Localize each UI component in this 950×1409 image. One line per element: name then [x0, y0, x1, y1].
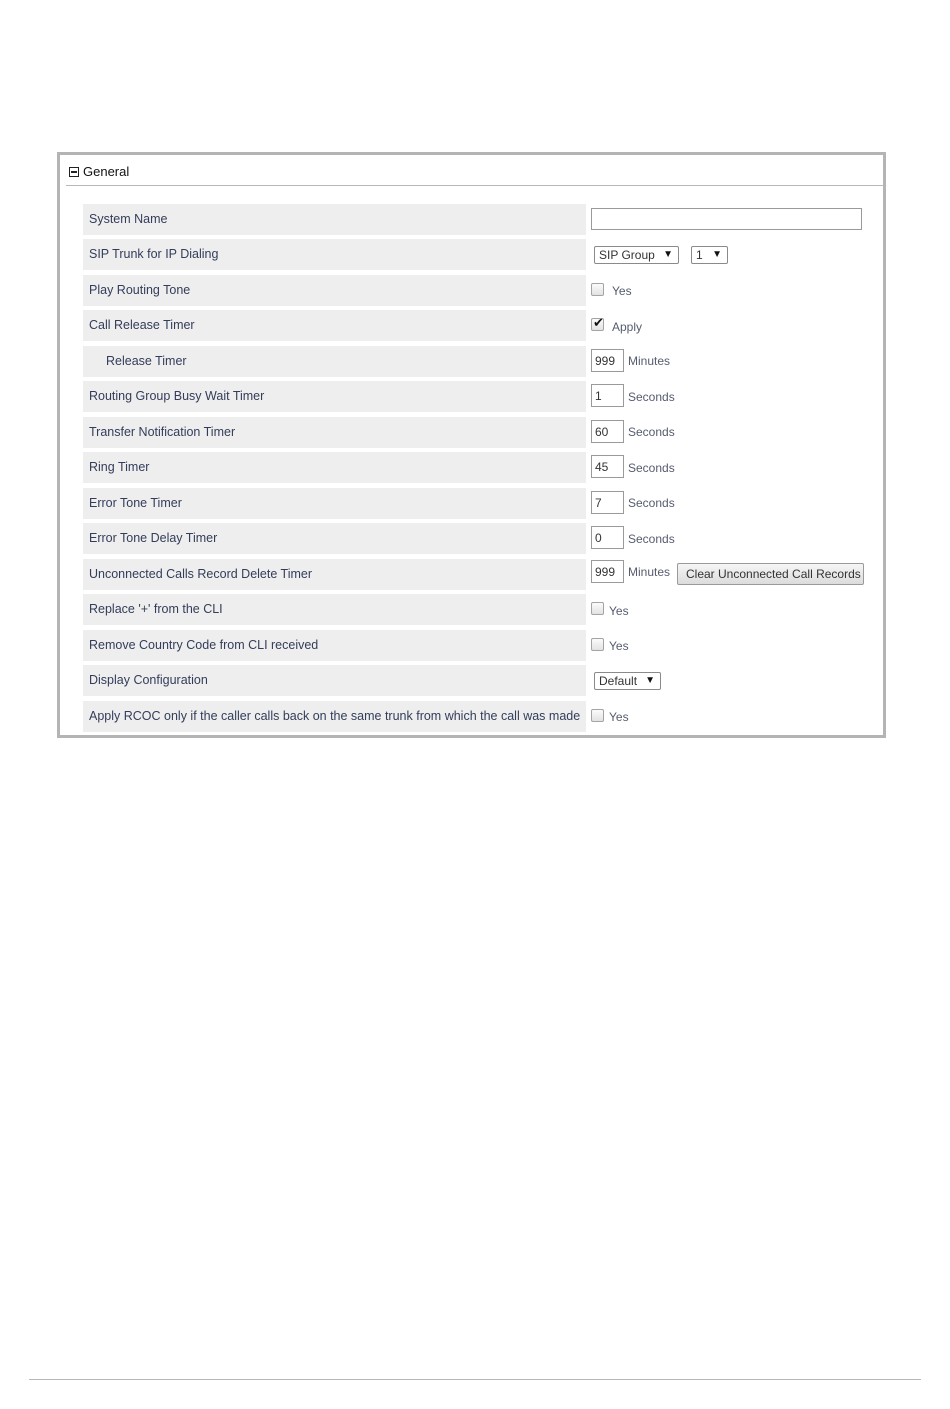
sip-number-value: 1	[696, 248, 703, 262]
play-routing-tone-option: Yes	[612, 284, 632, 298]
system-name-label: System Name	[83, 204, 586, 235]
sip-number-select[interactable]	[691, 246, 728, 264]
unconnected-delete-unit: Minutes	[628, 565, 671, 579]
remove-country-code-option: Yes	[609, 639, 629, 653]
apply-rcoc-checkbox[interactable]	[591, 709, 604, 722]
replace-plus-checkbox[interactable]	[591, 602, 604, 615]
call-release-timer-option: Apply	[612, 320, 643, 334]
call-release-timer-checkbox[interactable]	[591, 315, 604, 331]
clear-unconnected-call-records-button[interactable]: Clear Unconnected Call Records	[677, 563, 864, 585]
collapse-icon[interactable]	[69, 167, 79, 177]
transfer-notification-input[interactable]	[591, 420, 624, 443]
release-timer-input[interactable]	[591, 349, 624, 372]
row-release-timer	[83, 346, 868, 377]
sip-group-select[interactable]	[594, 246, 679, 264]
routing-group-busy-wait-label: Routing Group Busy Wait Timer	[83, 381, 586, 412]
call-release-timer-label: Call Release Timer	[83, 310, 586, 341]
display-configuration-value: Default	[599, 674, 638, 688]
transfer-notification-label: Transfer Notification Timer	[83, 417, 586, 448]
ring-timer-unit: Seconds	[628, 461, 675, 475]
error-tone-delay-unit: Seconds	[628, 532, 675, 546]
row-replace-plus	[83, 594, 868, 625]
sip-trunk-label: SIP Trunk for IP Dialing	[83, 239, 586, 270]
row-apply-rcoc	[83, 701, 868, 732]
error-tone-delay-input[interactable]	[591, 526, 624, 549]
panel-title: General	[83, 164, 130, 179]
row-ring-timer	[83, 452, 868, 483]
routing-group-busy-wait-unit: Seconds	[628, 390, 675, 404]
row-transfer-notification	[83, 417, 868, 448]
row-error-tone-delay	[83, 523, 868, 554]
display-configuration-select[interactable]	[594, 672, 661, 690]
chevron-down-icon: ▼	[663, 249, 673, 260]
row-unconnected-delete	[83, 559, 868, 590]
remove-country-code-label: Remove Country Code from CLI received	[83, 630, 586, 661]
row-sip-trunk	[83, 239, 868, 270]
general-panel	[57, 152, 886, 738]
error-tone-timer-label: Error Tone Timer	[83, 488, 586, 519]
release-timer-unit: Minutes	[628, 354, 671, 368]
row-error-tone-timer	[83, 488, 868, 519]
release-timer-label: Release Timer	[83, 346, 586, 377]
row-play-routing-tone	[83, 275, 868, 306]
error-tone-delay-label: Error Tone Delay Timer	[83, 523, 586, 554]
row-call-release-timer	[83, 310, 868, 341]
unconnected-delete-label: Unconnected Calls Record Delete Timer	[83, 559, 586, 590]
transfer-notification-unit: Seconds	[628, 425, 675, 439]
routing-group-busy-wait-input[interactable]	[591, 384, 624, 407]
replace-plus-label: Replace '+' from the CLI	[83, 594, 586, 625]
error-tone-timer-unit: Seconds	[628, 496, 675, 510]
sip-group-value: SIP Group	[599, 248, 655, 262]
ring-timer-label: Ring Timer	[83, 452, 586, 483]
chevron-down-icon: ▼	[712, 249, 722, 260]
apply-rcoc-option: Yes	[609, 710, 629, 724]
remove-country-code-checkbox[interactable]	[591, 638, 604, 651]
ring-timer-input[interactable]	[591, 455, 624, 478]
play-routing-tone-checkbox[interactable]	[591, 283, 604, 296]
row-display-configuration	[83, 665, 868, 696]
row-remove-country-code	[83, 630, 868, 661]
replace-plus-option: Yes	[609, 604, 629, 618]
unconnected-delete-input[interactable]	[591, 560, 624, 583]
display-configuration-label: Display Configuration	[83, 665, 586, 696]
play-routing-tone-label: Play Routing Tone	[83, 275, 586, 306]
chevron-down-icon: ▼	[645, 675, 655, 686]
check-icon: ✔	[593, 315, 604, 330]
footer-divider	[29, 1379, 921, 1380]
system-name-input[interactable]	[591, 208, 862, 230]
error-tone-timer-input[interactable]	[591, 491, 624, 514]
apply-rcoc-label: Apply RCOC only if the caller calls back on the same trunk from which the call was made	[83, 701, 586, 732]
panel-header	[66, 163, 883, 186]
row-routing-group-busy-wait	[83, 381, 868, 412]
row-system-name	[83, 204, 868, 235]
